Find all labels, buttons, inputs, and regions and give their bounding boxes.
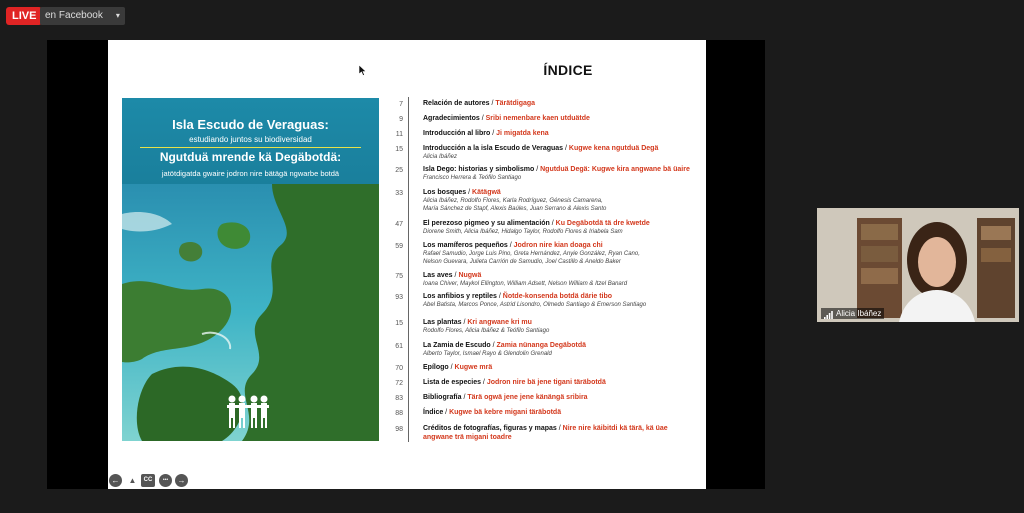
destination-label: en Facebook — [45, 10, 103, 21]
toc-ngabere-title: Kugwe bä kebre migani täräbotdä — [449, 409, 562, 416]
toc-entry — [108, 319, 706, 339]
participant-name-tag — [821, 308, 884, 319]
toc-separator: / — [490, 130, 497, 137]
toc-entry-title — [423, 115, 590, 122]
webcam-feed — [817, 208, 1019, 322]
toc-authors: María Sánchez de Stapf, Alexis Baúles, Juan Serrano & Alexis Santo — [423, 206, 607, 212]
toc-authors: Alberto Taylor, Ismael Rayo & Glendolin Grenald — [423, 351, 552, 357]
toc-entry — [108, 272, 706, 292]
toc-authors: Rodolfo Flores, Alicia Ibáñez & Teófilo Santiago — [423, 328, 550, 334]
toc-spanish-title: Introducción a la isla Escudo de Veraguas — [423, 145, 564, 152]
toc-entry-title — [423, 319, 532, 326]
toc-spanish-title: Las plantas — [423, 319, 462, 326]
toc-spanish-title: Los mamíferos pequeños — [423, 242, 508, 249]
toc-page-number: 70 — [395, 365, 403, 372]
toc-entry-title — [423, 220, 650, 227]
previous-slide-button[interactable]: ← — [109, 474, 122, 487]
participant-video[interactable] — [817, 208, 1019, 322]
toc-page-number: 88 — [395, 410, 403, 417]
toc-entry-title — [423, 145, 658, 152]
toc-ngabere-title: Kugwe mrä — [454, 364, 493, 371]
toc-page-number: 47 — [395, 221, 403, 228]
toc-entry-title — [423, 130, 549, 137]
toc-authors: Francisco Herrera & Teófilo Santiago — [423, 175, 522, 181]
toc-separator: / — [452, 272, 459, 279]
cover-subtitle-spanish: estudiando juntos su biodiversidad — [189, 135, 312, 144]
toc-spanish-title: Isla Dego: historias y simbolismo — [423, 166, 535, 173]
toc-ngabere-title: Ngutduä Degä: Kugwe kira angwane bä üaire — [540, 166, 690, 173]
toc-ngabere-title: Ku Degäbotdä tä dre kwetde — [555, 220, 650, 227]
toc-separator: / — [507, 242, 514, 249]
more-options-button[interactable]: ••• — [159, 474, 172, 487]
toc-spanish-title: Los anfibios y reptiles — [423, 293, 497, 300]
toc-page-number: 9 — [399, 116, 403, 123]
toc-ngabere-title: Jodron nire kian doaga chi — [513, 242, 603, 249]
toc-ngabere-title: Tärä ogwä jene jene känängä sribira — [467, 394, 588, 401]
toc-separator: / — [479, 115, 486, 122]
top-bar — [0, 0, 1024, 32]
toc-separator: / — [480, 379, 487, 386]
captions-button[interactable]: CC — [141, 474, 155, 487]
toc-page-number: 33 — [395, 190, 403, 197]
toc-ngabere-title: Sribi nemenbare kaen utduätde — [485, 115, 590, 122]
toc-ngabere-title: Nugwä — [458, 272, 482, 279]
toc-separator: / — [563, 145, 569, 152]
toc-entry-title — [423, 189, 501, 196]
toc-spanish-title: Los bosques — [423, 189, 467, 196]
toc-ngabere-title: Kri angwane kri mu — [467, 319, 532, 326]
toc-entry — [108, 220, 706, 240]
toc-entry — [108, 342, 706, 362]
toc-page-number: 93 — [395, 294, 403, 301]
toc-separator: / — [443, 409, 450, 416]
cover-subtitle-ngabere: jatötdigatda gwaire jodron nire bätägä ngwarbe botdä — [161, 169, 340, 178]
toc-entry-title — [423, 425, 668, 432]
live-badge: LIVE — [6, 7, 42, 25]
toc-authors: Alicia Ibáñez — [423, 154, 458, 160]
toc-entry — [108, 293, 706, 313]
slide-title: ÍNDICE — [543, 62, 593, 78]
toc-separator: / — [466, 189, 473, 196]
toc-separator: / — [490, 342, 497, 349]
toc-page-number: 61 — [395, 343, 403, 350]
toc-authors: Diorene Smith, Alicia Ibáñez, Hidalgo Taylor, Rodolfo Flores & Iriabela Sam — [423, 229, 623, 235]
toc-spanish-title: Epílogo — [423, 364, 449, 371]
toc-entry-title — [423, 364, 492, 371]
toc-entry-title — [423, 342, 586, 349]
toc-authors: Alicia Ibáñez, Rodolfo Flores, Karla Rodríguez, Génesis Camarena, — [423, 198, 603, 204]
toc-entry — [108, 166, 706, 186]
toc-ngabere-title: Kätägwä — [472, 189, 501, 196]
signal-strength-icon — [824, 311, 833, 319]
toc-page-number: 15 — [395, 146, 403, 153]
toc-page-number: 83 — [395, 395, 403, 402]
toc-page-number: 59 — [395, 243, 403, 250]
toc-page-number: 75 — [395, 273, 403, 280]
mouse-cursor-icon — [359, 65, 367, 76]
toc-separator: / — [489, 100, 496, 107]
toc-entry — [108, 145, 706, 165]
pointer-tool-button[interactable]: ▲ — [128, 476, 137, 485]
toc-entry-title — [423, 272, 481, 279]
toc-entry-title — [423, 100, 535, 107]
toc-ngabere-title: Jodron nire bä jene tigani täräbotdä — [486, 379, 606, 386]
toc-page-number: 72 — [395, 380, 403, 387]
toc-separator: / — [461, 319, 468, 326]
toc-entry-title — [423, 409, 561, 416]
toc-entry — [108, 425, 706, 445]
toc-ngabere-title: Ji migatda kena — [496, 130, 549, 137]
toc-authors: Nelson Guevara, Julieta Carrión de Samudio, Joel Castillo & Aneldo Baker — [423, 259, 621, 265]
toc-page-number: 11 — [395, 131, 403, 138]
toc-spanish-title: Bibliografía — [423, 394, 462, 401]
cover-title-spanish: Isla Escudo de Veraguas: — [172, 117, 329, 132]
toc-page-number: 7 — [399, 101, 403, 108]
toc-entry-title — [423, 166, 690, 173]
toc-spanish-title: Relación de autores — [423, 100, 490, 107]
next-slide-button[interactable]: → — [175, 474, 188, 487]
toc-authors: Abel Batista, Marcos Ponce, Astrid Lisondro, Olmedo Santiago & Emerson Santiago — [423, 302, 647, 308]
toc-entry-title — [423, 293, 612, 300]
toc-separator: / — [534, 166, 541, 173]
toc-ngabere-title: Tärätdigaga — [495, 100, 536, 107]
toc-separator: / — [549, 220, 556, 227]
toc-entry-title — [423, 394, 588, 401]
toc-page-number: 25 — [395, 167, 403, 174]
toc-ngabere-title: Ñotde-konsenda botdä därie tibo — [502, 293, 613, 300]
toc-spanish-title: Créditos de fotografías, figuras y mapas — [423, 425, 557, 432]
chevron-down-icon: ▾ — [115, 11, 120, 20]
toc-spanish-title: Agradecimientos — [423, 115, 480, 122]
toc-ngabere-title: Kugwe kena ngutduä Degä — [568, 145, 659, 152]
toc-separator: / — [496, 293, 503, 300]
toc-ngabere-title: Nire nire käibitdi kä tärä, kä üae — [562, 425, 668, 432]
toc-separator: / — [461, 394, 468, 401]
toc-authors: Ioana Chiver, Maykol Ellington, William Adsett, Nelson William & Itzel Banard — [423, 281, 628, 287]
toc-spanish-title: Lista de especies — [423, 379, 481, 386]
toc-ngabere-title: Zamia nünanga Degäbotdä — [496, 342, 586, 349]
slide — [108, 40, 706, 489]
toc-entry-title — [423, 379, 606, 386]
toc-page-number: 98 — [395, 426, 403, 433]
toc-separator: / — [556, 425, 563, 432]
toc-page-number: 15 — [395, 320, 403, 327]
toc-spanish-title: La Zamia de Escudo — [423, 342, 491, 349]
participant-name: Alicia Ibáñez — [836, 309, 882, 318]
toc-authors: Rafael Samudio, Jorge Luis Pino, Greta Hernández, Anyie González, Ryan Cano, — [423, 251, 640, 257]
toc-spanish-title: Las aves — [423, 272, 453, 279]
toc-spanish-title: Introducción al libro — [423, 130, 491, 137]
toc-spanish-title: El perezoso pigmeo y su alimentación — [423, 220, 550, 227]
toc-entry — [108, 242, 706, 265]
toc-entry — [108, 189, 706, 212]
toc-entry-title — [423, 242, 603, 249]
destination-dropdown[interactable] — [40, 7, 125, 25]
toc-ngabere-title-continued: angwane trä migani toadre — [423, 434, 512, 441]
toc-spanish-title: Índice — [423, 409, 444, 416]
toc-separator: / — [448, 364, 455, 371]
cover-title-ngabere: Ngutduä mrende kä Degäbotdä: — [159, 150, 342, 164]
